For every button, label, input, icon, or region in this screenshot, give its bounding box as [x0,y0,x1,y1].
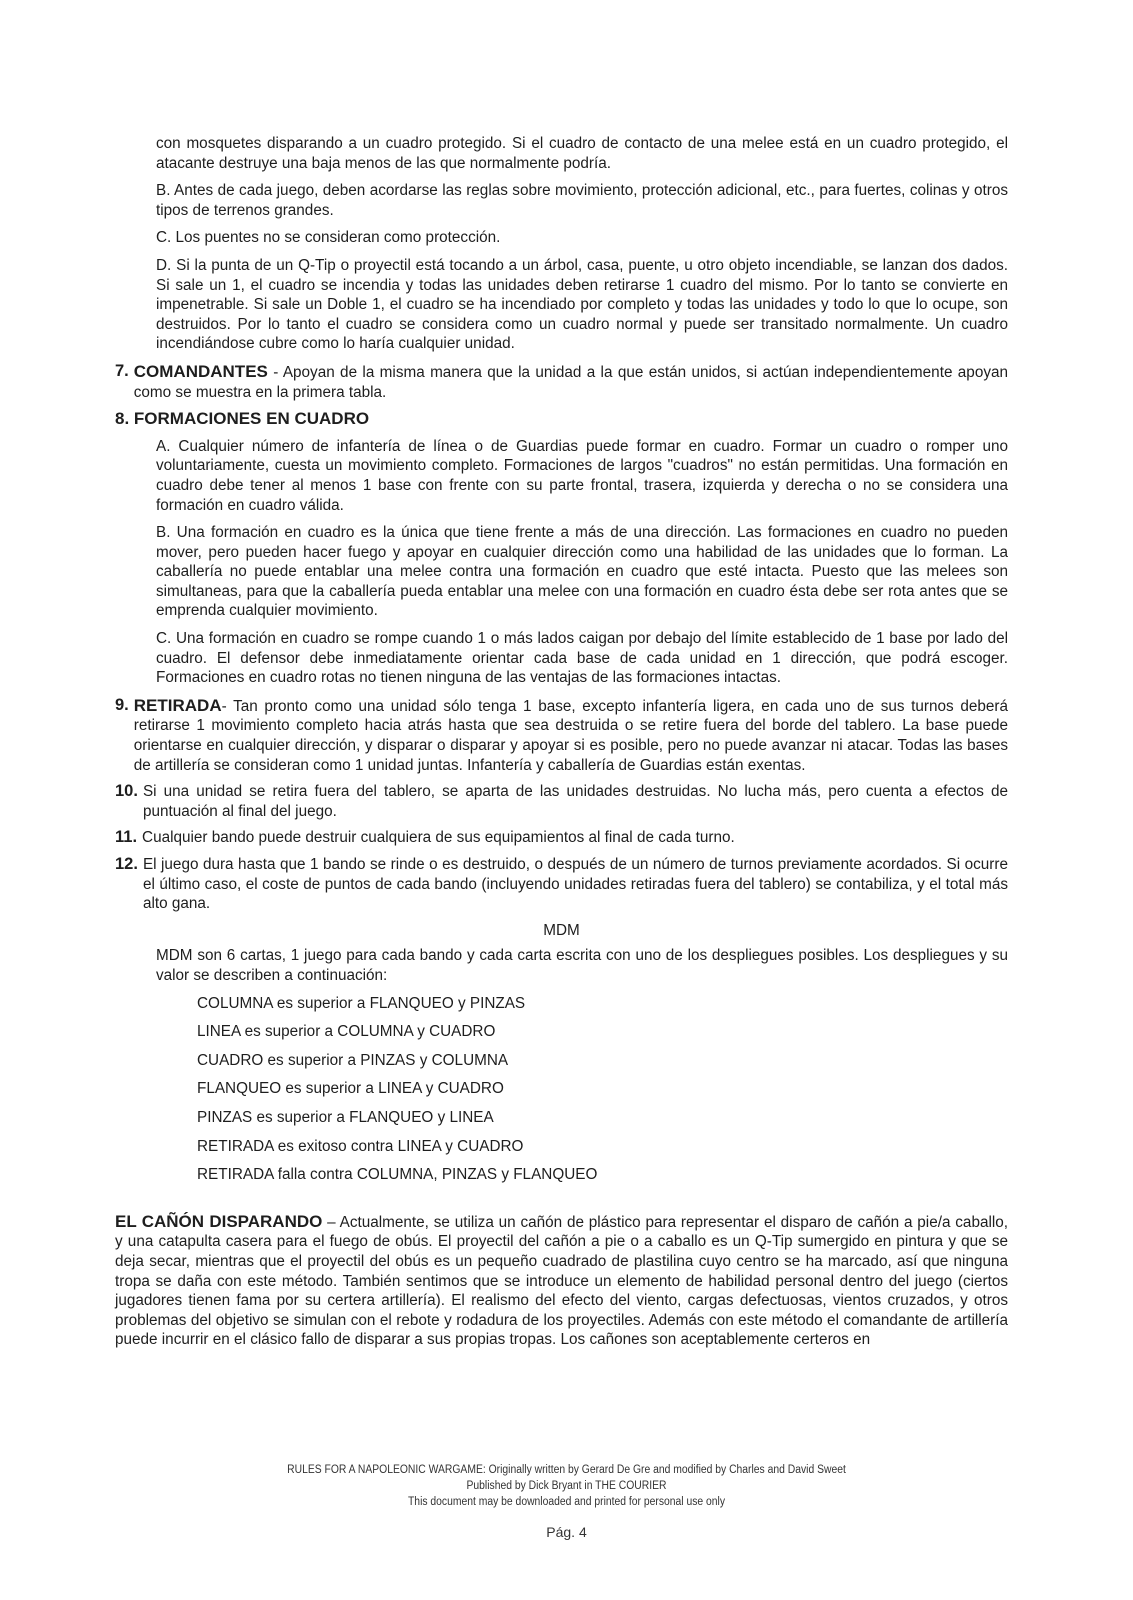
page-footer [57,1462,1077,1510]
mdm-item: PINZAS es superior a FLANQUEO y LINEA [197,1108,494,1126]
mdm-item: COLUMNA es superior a FLANQUEO y PINZAS [197,994,526,1012]
section-9-body: - Tan pronto como una unidad sólo tenga 1 base, excepto infantería ligera, en cada uno de sus turnos deberá retirarse 1 movimiento completo hacia atrás hasta que sea destruida o se retire fuera del borde del tablero. La base puede orientarse en cualquier dirección, y disparar o disparar y apoyar si es posible, pero no puede avanzar ni atacar. Todas las bases de artillería se consideran como 1 unidad juntas. Infantería y caballería de Guardias están exentas. [133,697,1008,774]
section-7-body: - Apoyan de la misma manera que la unidad a la que están unidos, si actúan independientemente apoyan como se muestra en la primera tabla. [133,363,1008,401]
paragraph-fire: D. Si la punta de un Q-Tip o proyectil está tocando a un árbol, casa, puente, u otro objeto incendiable, se lanzan dos dados. Si sale un 1, el cuadro se incendia y todas las unidades deben retirarse 1 cuadro del mismo. Por lo tanto se convierte en impenetrable. Si sale un Doble 1, el cuadro se ha incendiado por completo y todas las unidades y todo lo que lo ocupe, son destruidos. Por lo tanto el cuadro se considera como un cuadro normal y puede ser transitado normalmente. Un cuadro incendiándose cubre como lo haría cualquier unidad. [156,256,1008,353]
section-9-number: 9. [115,695,129,714]
footer-line-2: Published by Dick Bryant in THE COURIER [466,1480,667,1492]
mdm-item: LINEA es superior a COLUMNA y CUADRO [197,1023,496,1041]
mdm-item: CUADRO es superior a PINZAS y COLUMNA [197,1051,509,1069]
canon-title: EL CAÑÓN DISPARANDO [115,1211,323,1231]
section-12-text: El juego dura hasta que 1 bando se rinde o es destruido, o después de un número de turnos previamente acordados. Si ocurre el último caso, el coste de puntos de cada bando (incluyendo unidades retiradas fuera del tablero) se contabiliza, y el total más alto gana. [142,856,1008,913]
section-8-paragraph-a: A. Cualquier número de infantería de línea o de Guardias puede formar en cuadro. Formar un cuadro o romper uno voluntariamente, cuesta un movimiento completo. Formaciones de largos "cuadros" no están permitidas. Una formación en cuadro debe tener al menos 1 base con frente con su parte frontal, trasera, izquierda y derecha o no se considera una formación en cuadro válida. [156,437,1008,514]
section-10-text: Si una unidad se retira fuera del tablero, se aparta de las unidades destruidas. No lucha más, pero cuenta a efectos de puntuación al final del juego. [142,783,1008,820]
mdm-item: RETIRADA es exitoso contra LINEA y CUADRO [197,1137,524,1155]
section-9-title: RETIRADA [133,695,222,715]
section-12-number: 12. [115,855,138,873]
footer-line-1: RULES FOR A NAPOLEONIC WARGAME: Originally written by Gerard De Gre and modified by Charles and David Sweet [287,1464,846,1476]
paragraph-protected-square: con mosquetes disparando a un cuadro protegido. Si el cuadro de contacto de una melee está en un cuadro protegido, el atacante destruye una baja menos de las que normalmente podría. [156,135,1008,172]
mdm-description: MDM son 6 cartas, 1 juego para cada bando y cada carta escrita con uno de los despliegues posibles. Los despliegues y su valor se describen a continuación: [156,947,1008,984]
section-10 [115,782,1008,821]
section-9-text [134,696,1008,775]
section-8-paragraph-b: B. Una formación en cuadro es la única que tiene frente a más de una dirección. Las formaciones en cuadro no pueden mover, pero pueden hacer fuego y apoyar en cualquier dirección como una habilidad de las unidades que lo forman. La caballería no puede entablar una melee contra una formación en cuadro que esté intacta. Puesto que las melees son simultaneas, para que la caballería pueda entablar una melee con una formación en cuadro ésta debe ser rota antes que se emprenda cualquier movimiento. [156,524,1008,620]
section-7 [115,362,1008,402]
paragraph-bridges: C. Los puentes no se consideran como protección. [156,229,501,247]
footer-line-3: This document may be downloaded and printed for personal use only [407,1496,726,1508]
mdm-heading: MDM [543,921,580,939]
section-11 [115,828,1008,848]
page-content [115,134,1008,1350]
mdm-item: FLANQUEO es superior a LINEA y CUADRO [197,1080,504,1098]
section-7-number: 7. [115,361,129,380]
canon-body: – Actualmente, se utiliza un cañón de plástico para representar el disparo de cañón a pie/a caballo, y una catapulta casera para el fuego de obús. El proyectil del cañón a pie o a caballo es un Q-Tip sumergido en pintura y que se deja secar, mientras que el proyectil del obús es un pequeño cuadrado de plastilina cuyo centro se ha marcado, así que ninguna tropa se daña con este método. También sentimos que se introduce un elemento de habilidad personal dentro del juego (ciertos jugadores tienen fama por su certera artillería). El realismo del efecto del viento, cargas defectuosas, vientos cruzados, y otros problemas del objetivo se simulan con el rebote y rodadura de los proyectiles. Además con este método el comandante de artillería puede incurrir en el clásico fallo de disparar a sus propias tropas. Los cañones son aceptablemente certeros en [115,1213,1009,1349]
section-7-text [134,362,1008,402]
section-12 [115,855,1008,914]
section-11-number: 11. [115,828,138,847]
section-11-text: Cualquier bando puede destruir cualquiera de sus equipamientos al final de cada turno. [142,829,735,847]
page-number: Pág. 4 [546,1524,587,1540]
canon-section [115,1212,1008,1350]
section-8-heading: 8. FORMACIONES EN CUADRO [115,409,370,429]
section-7-title: COMANDANTES [133,361,268,381]
mdm-list [197,990,1008,1190]
section-10-number: 10. [115,782,138,801]
canon-text [115,1212,1008,1350]
section-9 [115,696,1008,775]
mdm-item: RETIRADA falla contra COLUMNA, PINZAS y FLANQUEO [197,1166,598,1184]
section-8-paragraph-c: C. Una formación en cuadro se rompe cuando 1 o más lados caigan por debajo del límite establecido de 1 base por lado del cuadro. El defensor debe inmediatamente orientar cada base de cada unidad en 1 dirección, que podrá escoger. Formaciones en cuadro rotas no tienen ninguna de las ventajas de las formaciones intactas. [156,630,1008,687]
paragraph-terrain-rules: B. Antes de cada juego, deben acordarse las reglas sobre movimiento, protección adicional, etc., para fuertes, colinas y otros tipos de terrenos grandes. [156,182,1008,219]
